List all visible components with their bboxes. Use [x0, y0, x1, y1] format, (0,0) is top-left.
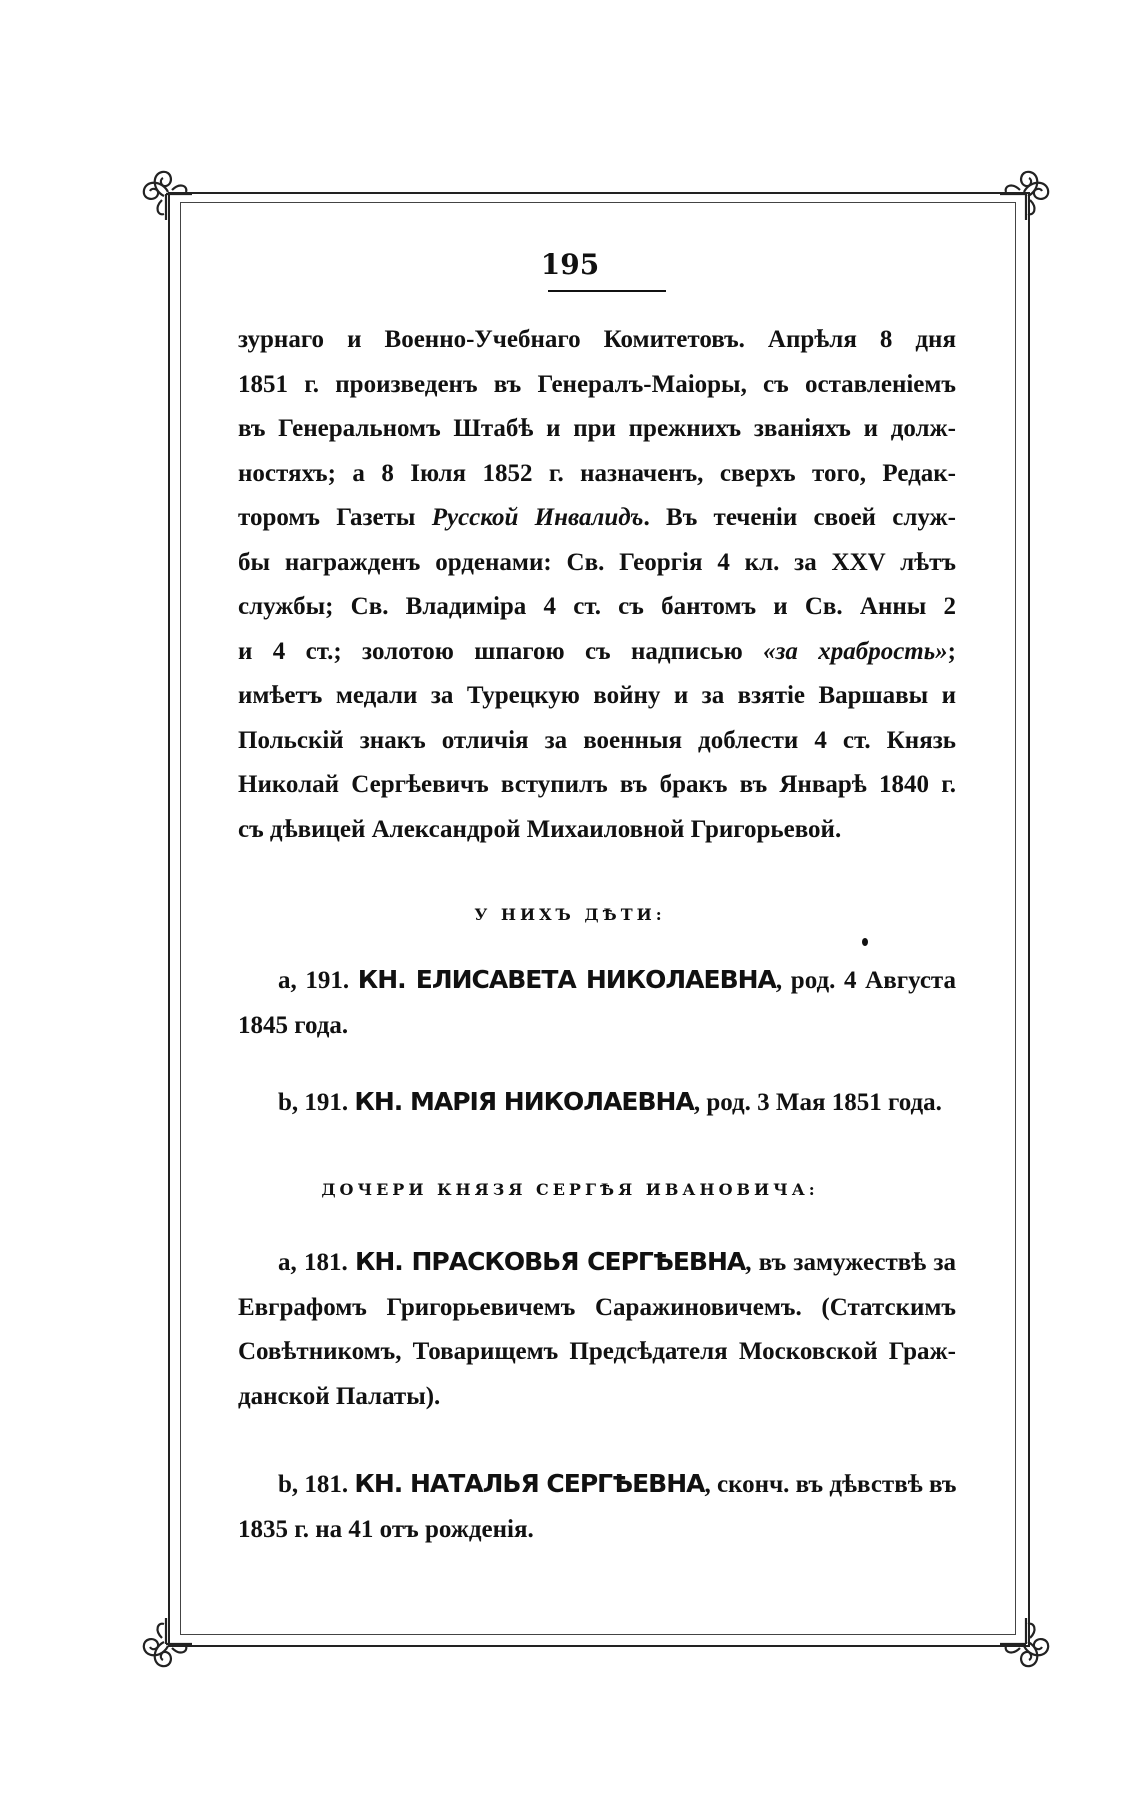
- heading-daughters: ДОЧЕРИ КНЯЗЯ СЕРГѢЯ ИВАНОВИЧА:: [321, 1180, 819, 1199]
- paragraph-line: Николай Сергѣевичъ вступилъ въ бракъ въ Январѣ 1840 г.: [238, 771, 956, 798]
- child-entry-a: [238, 958, 956, 1048]
- entry-text: , сконч. въ дѣвствѣ въ: [704, 1471, 957, 1498]
- entry-number: b, 181.: [278, 1471, 355, 1498]
- person-name: КН. МАРІЯ НИКОЛАЕВНА: [354, 1087, 694, 1116]
- line-text: ;: [947, 637, 956, 665]
- corner-ornament-bottom-left: [132, 1608, 202, 1678]
- page-number-rule: [548, 290, 666, 292]
- person-name: КН. ПРАСКОВЬЯ СЕРГѢЕВНА: [354, 1247, 746, 1276]
- daughter-entry-b: [238, 1462, 956, 1552]
- person-name: КН. НАТАЛЬЯ СЕРГѢЕВНА: [354, 1469, 705, 1498]
- paragraph-line: службы; Св. Владиміра 4 ст. съ бантомъ и Св. Анны 2: [238, 593, 956, 620]
- entry-line: [238, 1462, 956, 1508]
- line-text: торомъ Газеты: [238, 504, 432, 531]
- paragraph-line: бы награжденъ орденами: Св. Георгія 4 кл. за XXV лѣтъ: [238, 548, 956, 576]
- entry-line: данской Палаты).: [238, 1382, 441, 1410]
- paragraph-line: 1851 г. произведенъ въ Генералъ-Маіоры, съ оставленіемъ: [238, 370, 956, 398]
- entry-line: [238, 958, 956, 1004]
- corner-ornament-top-right: [990, 160, 1060, 230]
- paragraph-line: имѣетъ медали за Турецкую войну и за взятіе Варшавы и: [238, 682, 956, 709]
- main-paragraph: [238, 318, 956, 852]
- paragraph-line: зурнаго и Военно-Учебнаго Комитетовъ. Апрѣля 8 дня: [238, 326, 956, 353]
- corner-ornament-bottom-right: [990, 1608, 1060, 1678]
- entry-number: а, 181.: [278, 1249, 355, 1276]
- entry-line: 1835 г. на 41 отъ рожденія.: [238, 1515, 534, 1543]
- entry-text: , род. 3 Мая 1851 года.: [693, 1089, 942, 1116]
- entry-line: [238, 1080, 956, 1126]
- entry-text: , въ замужествѣ за: [745, 1249, 957, 1276]
- paragraph-line: съ дѣвицей Александрой Михаиловной Григорьевой.: [238, 815, 842, 843]
- entry-number: а, 191.: [278, 967, 358, 994]
- line-text: и 4 ст.; золотою шпагою съ надписью: [238, 637, 764, 665]
- entry-text: , род. 4 Августа: [775, 967, 956, 994]
- page-number: 195: [540, 248, 600, 281]
- ink-spot: [862, 938, 868, 946]
- child-entry-b: [238, 1080, 956, 1126]
- entry-line: 1845 года.: [238, 1011, 349, 1039]
- paragraph-line: въ Генеральномъ Штабѣ и при прежнихъ званіяхъ и долж-: [238, 415, 956, 442]
- heading-children: У НИХЪ ДѢТИ:: [474, 905, 666, 924]
- paragraph-line: Польскій знакъ отличія за военныя доблести 4 ст. Князь: [238, 726, 956, 754]
- entry-line: Совѣтникомъ, Товарищемъ Предсѣдателя Московской Граж-: [238, 1338, 956, 1365]
- entry-number: b, 191.: [278, 1089, 355, 1116]
- paragraph-line: [238, 630, 956, 675]
- line-text: . Въ теченіи своей служ-: [643, 504, 956, 531]
- newspaper-title: Русской Инвалидъ: [431, 504, 644, 531]
- entry-line: [238, 1240, 956, 1286]
- sword-inscription: «за храбрость»: [763, 637, 948, 665]
- person-name: КН. ЕЛИСАВЕТА НИКОЛАЕВНА: [357, 965, 776, 994]
- daughter-entry-a: [238, 1240, 956, 1419]
- corner-ornament-top-left: [132, 160, 202, 230]
- paragraph-line: [238, 496, 956, 541]
- entry-line: Евграфомъ Григорьевичемъ Саражиновичемъ. (Статскимъ: [238, 1293, 956, 1321]
- paragraph-line: ностяхъ; а 8 Іюля 1852 г. назначенъ, сверхъ того, Редак-: [238, 459, 956, 487]
